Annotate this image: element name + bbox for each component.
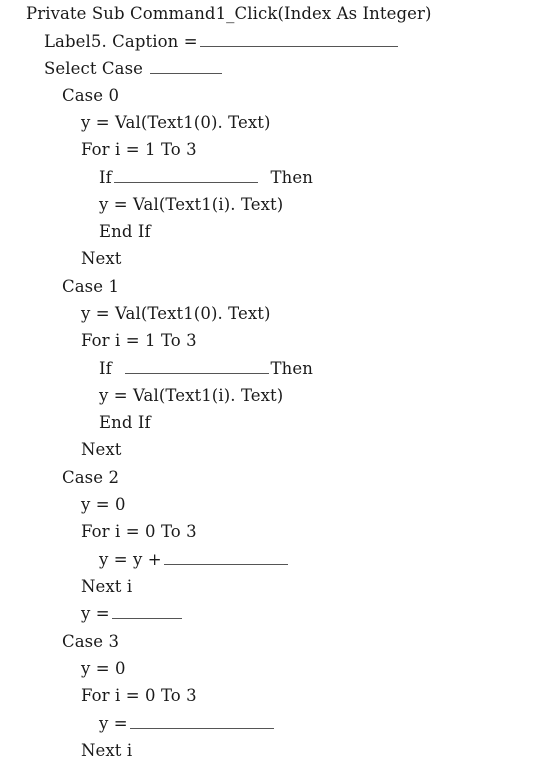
code-text: y = 0 bbox=[81, 495, 126, 514]
code-text: y = Val(Text1(i). Text) bbox=[99, 195, 284, 214]
code-text: Select Case bbox=[44, 59, 144, 78]
code-text: Case 0 bbox=[62, 86, 120, 105]
code-line bbox=[81, 109, 271, 136]
code-line-label-caption bbox=[44, 28, 400, 55]
code-text: For i = 0 To 3 bbox=[81, 686, 197, 705]
code-text: For i = 1 To 3 bbox=[81, 331, 197, 350]
code-line bbox=[81, 327, 197, 354]
answer-blank bbox=[130, 713, 274, 729]
code-line-case-0 bbox=[62, 82, 119, 109]
code-text: Then bbox=[270, 359, 313, 378]
code-line-result bbox=[81, 600, 184, 627]
answer-blank bbox=[164, 549, 288, 565]
code-line bbox=[81, 245, 122, 272]
code-line bbox=[81, 682, 197, 709]
code-line bbox=[81, 436, 122, 463]
code-text: End If bbox=[99, 413, 151, 432]
code-text: Next bbox=[81, 440, 122, 459]
code-line-sub-declaration bbox=[26, 0, 432, 27]
answer-blank bbox=[114, 167, 258, 183]
code-line bbox=[81, 518, 197, 545]
code-text: Next bbox=[81, 249, 122, 268]
code-text: y = 0 bbox=[81, 659, 126, 678]
code-line bbox=[99, 191, 283, 218]
code-line bbox=[81, 491, 126, 518]
answer-blank bbox=[112, 603, 182, 619]
code-line bbox=[81, 300, 271, 327]
code-text: y = Val(Text1(i). Text) bbox=[99, 386, 284, 405]
code-line-case-1 bbox=[62, 273, 119, 300]
code-text: Label5. Caption = bbox=[44, 32, 198, 51]
code-text: If bbox=[99, 359, 112, 378]
code-text: Next i bbox=[81, 577, 133, 596]
code-line-if-then bbox=[99, 164, 313, 191]
code-line bbox=[81, 136, 197, 163]
code-text: y = bbox=[99, 714, 128, 733]
code-line-if-then bbox=[99, 355, 313, 382]
code-text: If bbox=[99, 168, 112, 187]
code-text: Next i bbox=[81, 741, 133, 760]
code-line-assign bbox=[99, 710, 276, 737]
code-line-select-case bbox=[44, 55, 224, 82]
code-text: y = Val(Text1(0). Text) bbox=[81, 113, 271, 132]
code-text: y = Val(Text1(0). Text) bbox=[81, 304, 271, 323]
code-line bbox=[99, 218, 151, 245]
answer-blank bbox=[150, 58, 222, 74]
code-text: End If bbox=[99, 222, 151, 241]
code-text: Case 2 bbox=[62, 468, 120, 487]
code-text: y = y + bbox=[99, 550, 162, 569]
answer-blank bbox=[125, 358, 269, 374]
code-line-case-2 bbox=[62, 464, 119, 491]
code-line-case-3 bbox=[62, 628, 119, 655]
code-text: For i = 0 To 3 bbox=[81, 522, 197, 541]
answer-blank bbox=[200, 31, 398, 47]
code-text: y = bbox=[81, 604, 110, 623]
code-line bbox=[81, 573, 132, 600]
code-line bbox=[99, 382, 283, 409]
code-text: Case 3 bbox=[62, 632, 120, 651]
code-line bbox=[81, 737, 132, 764]
code-line-accumulate bbox=[99, 546, 290, 573]
code-text: For i = 1 To 3 bbox=[81, 140, 197, 159]
code-text: Then bbox=[270, 168, 313, 187]
code-text: Private Sub Command1_Click(Index As Integer) bbox=[26, 4, 432, 23]
code-line bbox=[99, 409, 151, 436]
code-text: Case 1 bbox=[62, 277, 120, 296]
code-line bbox=[81, 655, 126, 682]
